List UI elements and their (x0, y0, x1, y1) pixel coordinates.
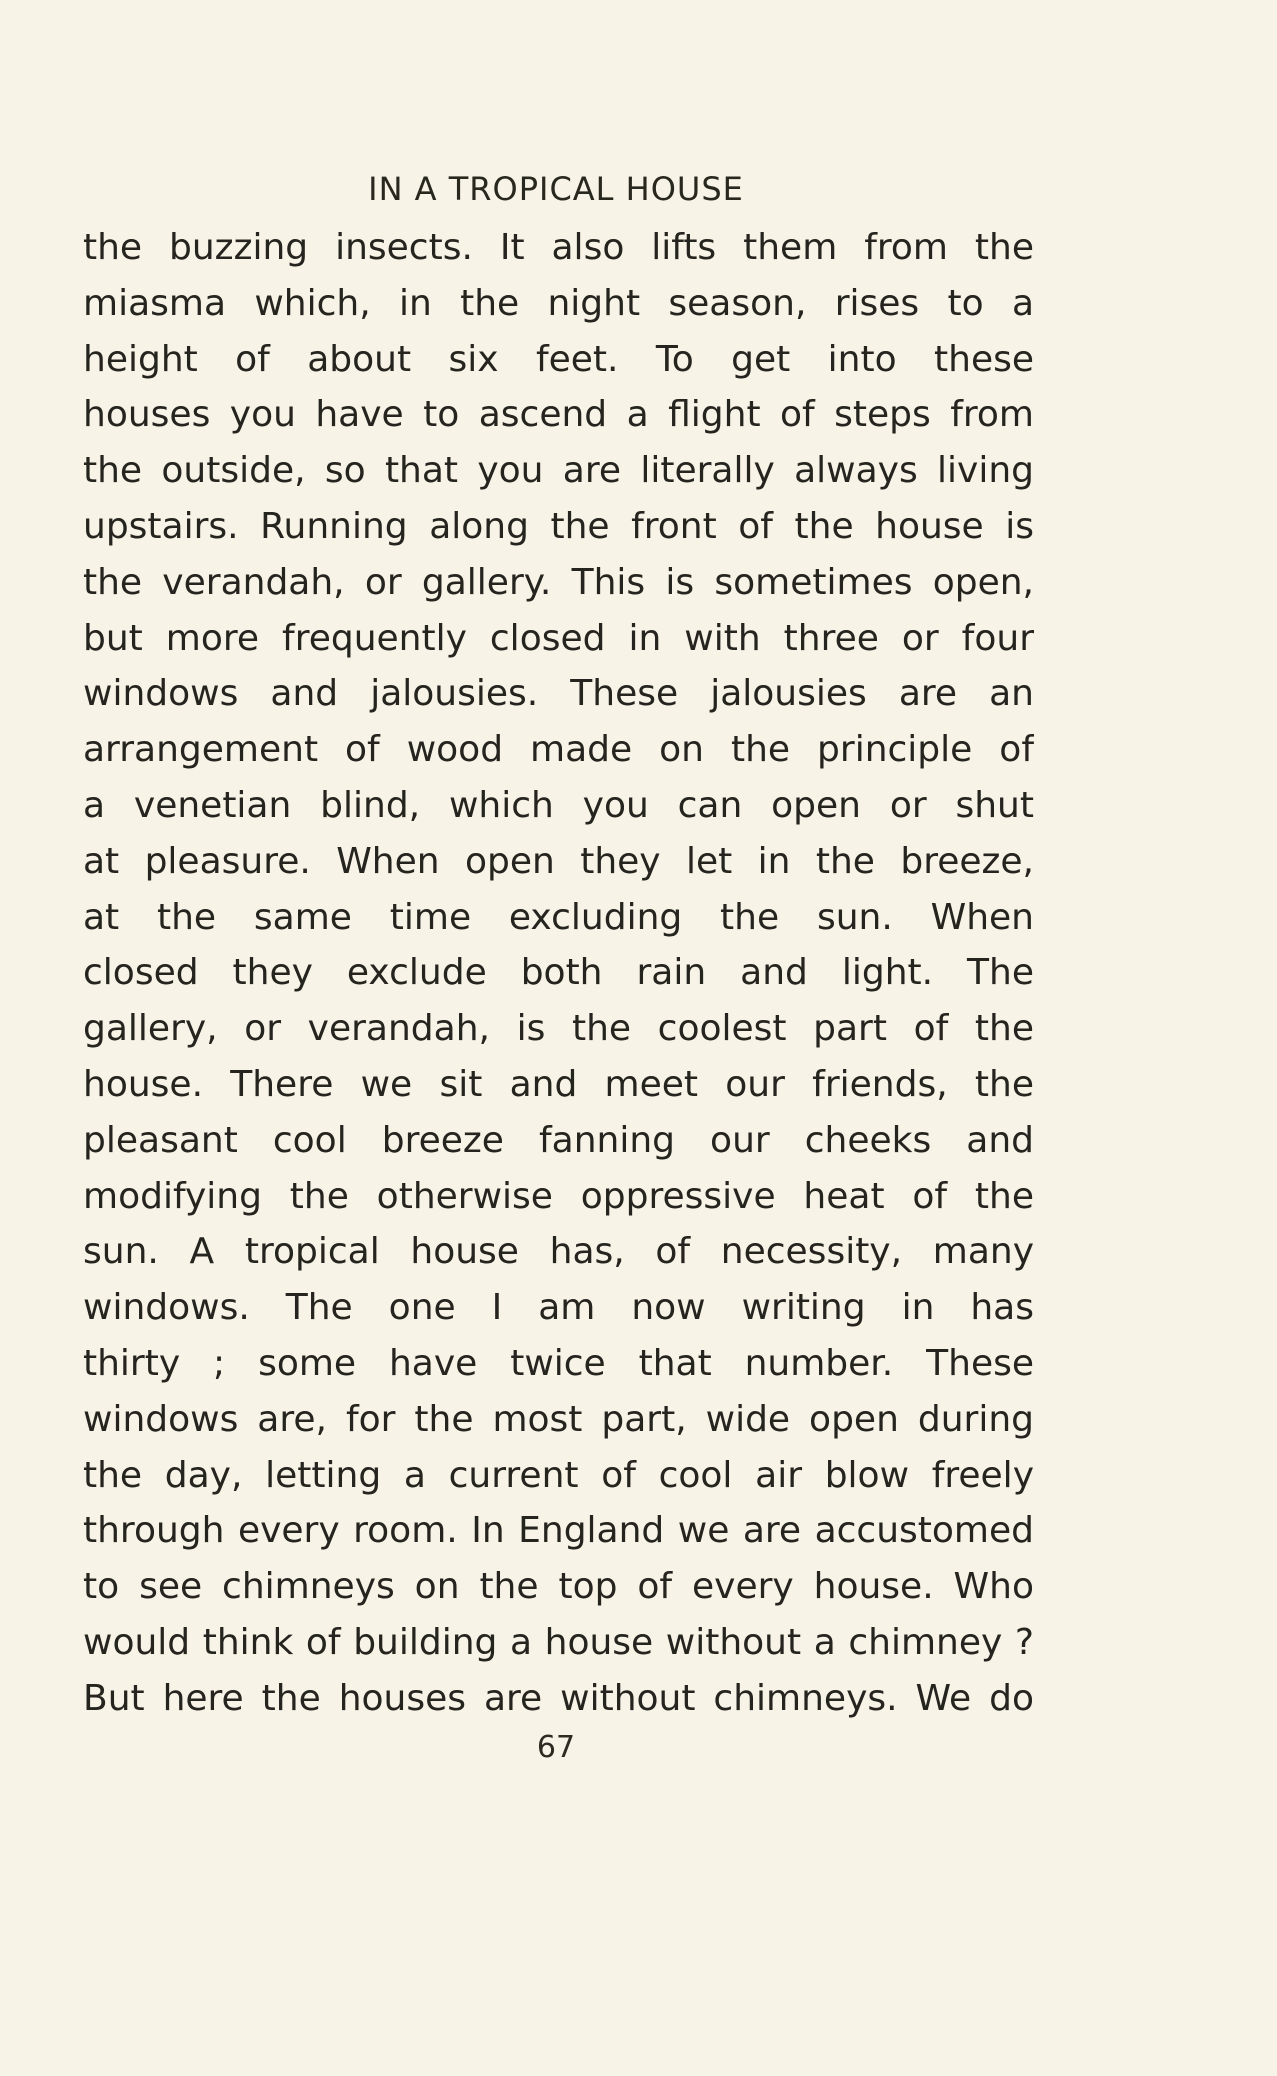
text-line: the outside, so that you are literally always living (83, 450, 1034, 492)
text-line: windows and jalousies. These jalousies are an (83, 673, 1034, 715)
text-line: the day, letting a current of cool air blow freely (83, 1454, 1034, 1496)
text-line: upstairs. Running along the front of the house is (83, 505, 1034, 547)
text-line: arrangement of wood made on the principle of (83, 729, 1034, 771)
text-line: a venetian blind, which you can open or shut (83, 784, 1034, 826)
text-line: sun. A tropical house has, of necessity, many (83, 1231, 1034, 1273)
text-line: house. There we sit and meet our friends, the (83, 1063, 1034, 1105)
text-line: closed they exclude both rain and light. The (83, 952, 1034, 994)
text-line: But here the houses are without chimneys. We do (83, 1677, 1034, 1719)
running-head: IN A TROPICAL HOUSE (368, 170, 744, 208)
body-text (83, 220, 1034, 1727)
text-line: the verandah, or gallery. This is sometimes open, (83, 561, 1034, 603)
text-line: pleasant cool breeze fanning our cheeks and (83, 1119, 1034, 1161)
text-line: but more frequently closed in with three or four (83, 617, 1034, 659)
text-line: through every room. In England we are accustomed (83, 1510, 1034, 1552)
text-line: thirty ; some have twice that number. These (83, 1342, 1034, 1384)
text-line: height of about six feet. To get into these (83, 338, 1034, 380)
text-line: houses you have to ascend a flight of steps from (83, 394, 1034, 436)
text-line: windows are, for the most part, wide open during (83, 1398, 1034, 1440)
text-line: modifying the otherwise oppressive heat of the (83, 1175, 1034, 1217)
text-line: at pleasure. When open they let in the breeze, (83, 840, 1034, 882)
text-line: gallery, or verandah, is the coolest part of the (83, 1008, 1034, 1050)
text-line: at the same time excluding the sun. When (83, 896, 1034, 938)
text-line: to see chimneys on the top of every house. Who (83, 1566, 1034, 1608)
text-line: windows. The one I am now writing in has (83, 1287, 1034, 1329)
page-number: 67 (536, 1730, 576, 1765)
text-line: miasma which, in the night season, rises to a (83, 282, 1034, 324)
text-line: would think of building a house without a chimney ? (83, 1621, 1034, 1663)
text-line: the buzzing insects. It also lifts them from the (83, 227, 1034, 268)
